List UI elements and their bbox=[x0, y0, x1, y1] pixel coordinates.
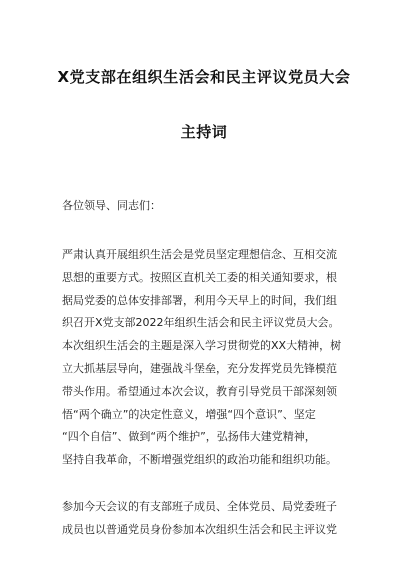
salutation: 各位领导、同志们： bbox=[62, 199, 161, 212]
paragraph-line: 立大抓基层导向，建强战斗堡垒，充分发挥党员先锋模范 bbox=[62, 361, 337, 375]
paragraph-line: 悟“两个确立”的决定性意义，增强“四个意识”、坚定 bbox=[62, 407, 316, 421]
paragraph-line: “四个自信”、做到“两个维护”，弘扬伟大建党精神， bbox=[62, 430, 316, 444]
paragraph-line: 严肃认真开展组织生活会是党员坚定理想信念、互相交流 bbox=[62, 248, 337, 261]
paragraph-line: 参加今天会议的有支部班子成员、全体党员、局党委班子 bbox=[62, 500, 337, 513]
paragraph-line: 坚持自我革命，不断增强党组织的政治功能和组织功能。 bbox=[62, 453, 337, 467]
document-title: X党支部在组织生活会和民主评议党员大会 bbox=[57, 68, 351, 86]
paragraph-line: 据局党委的总体安排部署，利用今天早上的时间，我们组 bbox=[62, 293, 337, 307]
paragraph-line: 织召开X党支部2022年组织生活会和民主评议党员大会。 bbox=[62, 316, 340, 330]
paragraph-2 bbox=[62, 496, 352, 542]
paragraph-line: 带头作用。希望通过本次会议，教育引导党员干部深刻领 bbox=[62, 384, 337, 398]
paragraph-line: 思想的重要方式。按照区直机关工委的相关通知要求，根 bbox=[62, 270, 337, 284]
paragraph-1 bbox=[62, 244, 352, 472]
paragraph-line: 成员也以普通党员身份参加本次组织生活会和民主评议党 bbox=[62, 522, 337, 536]
paragraph-line: 本次组织生活会的主题是深入学习贯彻党的XX大精神，树 bbox=[62, 339, 342, 353]
document-subtitle: 主持词 bbox=[180, 123, 228, 141]
